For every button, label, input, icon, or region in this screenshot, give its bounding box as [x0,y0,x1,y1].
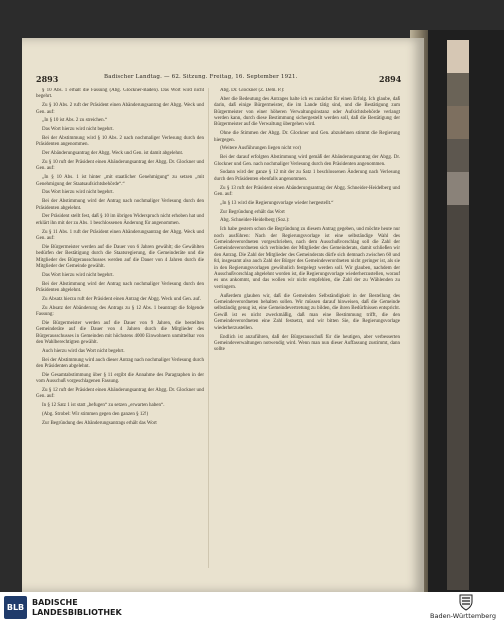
paragraph: Das Wort hierzu wird nicht begehrt. [42,272,114,278]
blb-logo[interactable]: BLB [4,596,27,619]
page-number-right: 2894 [379,74,402,84]
paragraph: Zu Absatz der Abänderung des Antrags zu § 12 Abs. 1 beantragt die folgende Fassung: [36,305,204,318]
paragraph: Außerdem glauben wir, daß die Gemeinden Selbständigkeit in der Bestellung des Gemeindeverordneten behalten sollen. Wir müssen darauf hinweisen, daß die Gemeinde selbständig genug ist, eine Gemeindevertretung zu bilden, die ihren Bedürfnissen entspricht. Gewiß ist es nicht zweckmäßig, daß man eine Bestimmung trifft, die den Gemeindeverordneten eine Zahl festsetzt, und wir bitten Sie, die Regierungsvorlage wiederherzustellen. [214,293,400,331]
paragraph: Zu Absatz hierzu ruft der Präsident einen Antrag der Abgg. Weck und Gen. auf. [42,296,201,302]
running-head: Badischer Landtag. — 62. Sitzung. Freitag, 16. September 1921. [104,74,298,80]
paragraph: (Abg. Strobel: Wir stimmen gegen den ganzen § 12!) [42,412,149,418]
paragraph: Sodann wird der ganze § 12 mit der zu Satz 1 beschlossenen Änderung nach Verlesung durch den Präsidenten ebenfalls angenommen. [214,170,400,182]
paragraph: Zur Begründung erhält das Wort [220,209,285,215]
column-divider [208,88,209,568]
paragraph: Abg. Schneider-Heidelberg (Soz.): [220,218,290,224]
state-label[interactable]: Baden-Württemberg [430,612,496,620]
paragraph: Ich habe gestern schon die Begründung zu diesem Antrag gegeben, und möchte heute nur noch ausführen: Nach der Regierungsvorlage ist eine selbständige Wahl des Gemeindeverordneten vorgeschrieben, nach dem Ausschußvorschlag soll die Zahl der Gemeindeverordneten sich verbinden der Mitglieder des Gemeinderats, damit schließen wir den Antrag. Die Zahl der Mitglieder des Gemeinderats dürfe sich demnach zwischen 60 und 84, insgesamt also auch Zahl der Bürger des Gemeindeverordneten nicht geringer ist, als sie in den Regierungsvorlagen gewöhnlich festgelegt werden soll. Wir glauben, nachdem der Ausschußvorschlag abgelehnt worden ist, die Regierungsvorlage wiederherzustellen, worauf es uns ankommt, und das wollen wir nicht empfehlen, die Zahl der zu Wählenden zu verringern. [214,227,400,290]
paragraph: Die Bürgermeister werden auf die Dauer von 6 Jahren gewählt; die Gewählten bedürfen der Bestätigung durch die Staatsregierung, die Gemeinderäte und die Mitglieder des Bürgerausschusses werden auf die Dauer von 4 Jahren durch die Mitglieder der Gemeinde gewählt. [36,244,204,270]
paragraph: Ohne die Stimmen der Abgg. Dr. Glockner und Gen. abzulehnen stimmt die Regierung hiergegen. [214,131,400,143]
library-name[interactable] [32,598,122,618]
library-footer [0,592,504,623]
text-column-right [214,88,400,568]
paragraph: § 10 Abs. 1 erhält die Fassung (Abg. Glockner-Baden). Das Wort wird nicht begehrt. [36,88,204,100]
paragraph: Bei der darauf erfolgten Abstimmung wird gemäß der Abänderungsantrag der Abgg. Dr. Glockner und Gen. nach nochmaliger Verlesung durch den Präsidenten angenommen. [214,155,400,167]
paragraph: Zu § 10 ruft der Präsident einen Abänderungsantrag der Abgg. Dr. Glockner und Gen. auf: [36,160,204,172]
paragraph: Bei der Abstimmung wird auch dieser Antrag nach nochmaliger Verlesung durch den Präsidenten abgelehnt. [36,357,204,370]
paragraph: Zu § 13 ruft der Präsident einen Abänderungsantrag der Abgg. Schneider-Heidelberg und Gen. auf: [214,185,400,198]
library-name-line2: LANDESBIBLIOTHEK [32,608,122,617]
paragraph: In § 12 Satz 1 ist statt „befugen“ zu setzen „erwarten haben“. [42,403,165,409]
paragraph: Auch hierzu wird das Wort nicht begehrt. [42,348,125,354]
paragraph: Der Abänderungsantrag der Abgg. Weck und Gen. ist damit abgelehnt. [42,151,184,157]
paragraph: Die Bürgermeister werden auf die Dauer von 9 Jahren, die bestellten Gemeinderäte auf die Dauer von 4 Jahren durch die Mitglieder des Bürgerausschusses in Gemeinden mit höchstens 4000 Einwohnern unmittelbar von den Wahlberechtigten gewählt. [36,320,204,346]
text-column-left [36,88,204,568]
paragraph: Aber die Bedeutung des Antrages halte ich es zunächst für einen Erfolg. Ich glaube, daß darin, daß einige Bürgermeister, die im Lande tätig sind, und die Bestätigung zum Bürgermeister von einer höheren Verwaltungsinstanz oder Aufsichtsbehörde verlangt werden kann, durch diese Bestimmung sichergestellt werden soll, daß die Bestätigung der Bürgermeister auf die Verwaltung übergehen wird. [214,96,400,128]
paragraph: Zu § 12 ruft der Präsident einen Abänderungsantrag der Abgg. Dr. Glockner und Gen. auf: [36,388,204,400]
paragraph: Bei der Abstimmung wird der Antrag nach nochmaliger Verlesung durch den Präsidenten abgelehnt. [36,199,204,211]
paragraph: Die Gesamtabstimmung über § 11 ergibt die Annahme des Paragraphen in der vom Ausschuß vorgeschlagenen Fassung. [36,372,204,385]
paragraph: „In § 10 Abs. 1 ist hinter „mit staatlicher Genehmigung“ zu setzen „mit Genehmigung der Staatsaufsichtsbehörde“.“ [36,175,204,187]
paragraph: „In § 10 ist Abs. 2 zu streichen.“ [42,118,108,124]
paragraph: Endlich ist anzuführen, daß der Bürgerausschuß für die heutigen, aber verbesserten Gemeindeverwaltungen notwendig wird. Wenn man nun dieser Auffassung zustimmt, dann sollte [214,334,400,353]
page-number-left: 2893 [36,74,59,84]
paragraph: Zur Begründung des Abänderungsantrags erhält das Wort [42,420,157,426]
paragraph: Abg. Dr. Glockner (Z. Dem. P.): [220,88,285,93]
paragraph: (Weitere Ausführungen liegen nicht vor) [220,146,301,152]
coat-of-arms-icon [459,594,473,611]
paragraph: Das Wort hierzu wird nicht begehrt. [42,190,114,196]
paragraph: „In § 13 wird die Regierungsvorlage wieder hergestellt.“ [220,200,334,206]
paragraph: Zu § 10 Abs. 2 ruft der Präsident einen Abänderungsantrag der Abgg. Weck und Gen. auf: [36,103,204,115]
paragraph: Der Präsident stellt fest, daß § 10 im übrigen Widerspruch nicht erhoben hat und erklärt ihn mit der zu Abs. 1 beschlossenen Änderung für angenommen. [36,214,204,226]
color-calibration-strip [447,40,469,590]
paragraph: Zu § 11 Abs. 1 ruft der Präsident einen Abänderungsantrag der Abgg. Weck und Gen. auf: [36,229,204,242]
paragraph: Bei der Abstimmung wird § 10 Abs. 2 nach nochmaliger Verlesung durch den Präsidenten angenommen. [36,136,204,148]
paragraph: Bei der Abstimmung wird der Antrag nach nochmaliger Verlesung durch den Präsidenten abgelehnt. [36,281,204,294]
paragraph: Das Wort hierzu wird nicht begehrt. [42,127,114,133]
library-name-line1: BADISCHE [32,598,78,607]
